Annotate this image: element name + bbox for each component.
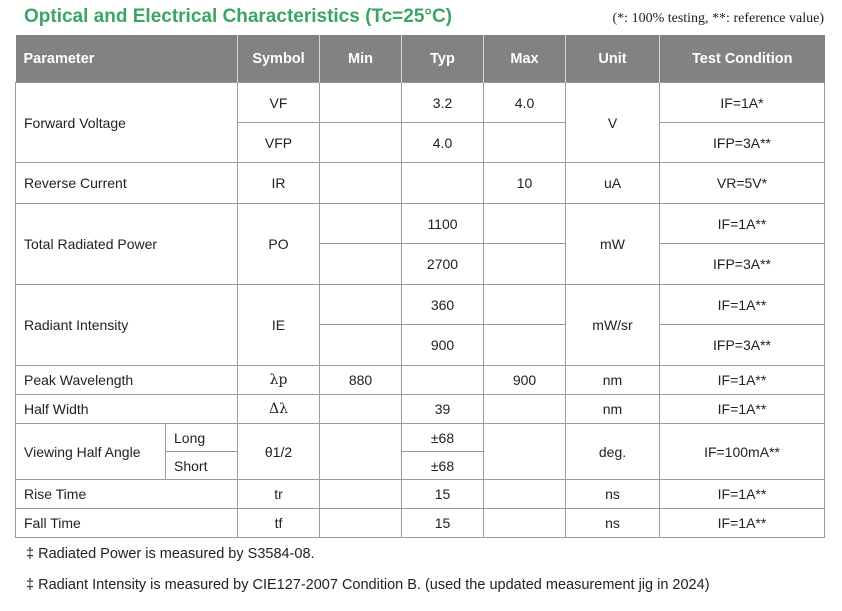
- characteristics-table: [15, 35, 825, 538]
- max-cell: [484, 244, 566, 285]
- min-cell: [320, 285, 402, 325]
- typ-cell: ±68: [402, 424, 484, 452]
- param-rise-time: Rise Time: [16, 480, 238, 509]
- typ-cell: 4.0: [402, 123, 484, 163]
- unit-cell: deg.: [566, 424, 660, 480]
- symbol-cell: Δλ: [238, 395, 320, 424]
- unit-cell: uA: [566, 163, 660, 204]
- symbol-cell: IR: [238, 163, 320, 204]
- table-row: [16, 424, 825, 452]
- param-peak-wavelength: Peak Wavelength: [16, 366, 238, 395]
- table-row: [16, 366, 825, 395]
- condition-cell: IF=1A*: [660, 83, 825, 123]
- header-max: Max: [484, 35, 566, 83]
- symbol-cell: PO: [238, 204, 320, 285]
- condition-cell: IF=1A**: [660, 366, 825, 395]
- sub-param-short: Short: [166, 452, 238, 480]
- unit-cell: ns: [566, 480, 660, 509]
- max-cell: [484, 285, 566, 325]
- max-cell: 10: [484, 163, 566, 204]
- min-cell: [320, 325, 402, 366]
- unit-cell: ns: [566, 509, 660, 538]
- param-total-radiated-power: Total Radiated Power: [16, 204, 238, 285]
- typ-cell: [402, 163, 484, 204]
- table-row: [16, 204, 825, 244]
- header-min: Min: [320, 35, 402, 83]
- header-symbol: Symbol: [238, 35, 320, 83]
- footnote-radiated-power: ‡ Radiated Power is measured by S3584-08.: [26, 546, 315, 562]
- param-forward-voltage: Forward Voltage: [16, 83, 238, 163]
- unit-cell: nm: [566, 366, 660, 395]
- header-parameter: Parameter: [16, 35, 238, 83]
- symbol-cell: VF: [238, 83, 320, 123]
- condition-cell: IF=1A**: [660, 480, 825, 509]
- table-row: [16, 83, 825, 123]
- typ-cell: 2700: [402, 244, 484, 285]
- min-cell: [320, 480, 402, 509]
- symbol-cell: tr: [238, 480, 320, 509]
- unit-cell: V: [566, 83, 660, 163]
- condition-cell: IFP=3A**: [660, 123, 825, 163]
- max-cell: 4.0: [484, 83, 566, 123]
- min-cell: [320, 395, 402, 424]
- typ-cell: 15: [402, 509, 484, 538]
- typ-cell: 39: [402, 395, 484, 424]
- unit-cell: nm: [566, 395, 660, 424]
- typ-cell: ±68: [402, 452, 484, 480]
- sub-param-long: Long: [166, 424, 238, 452]
- min-cell: [320, 163, 402, 204]
- typ-cell: 3.2: [402, 83, 484, 123]
- param-viewing-half-angle: Viewing Half Angle: [16, 424, 166, 480]
- max-cell: [484, 509, 566, 538]
- table-row: [16, 395, 825, 424]
- max-cell: [484, 123, 566, 163]
- max-cell: [484, 325, 566, 366]
- min-cell: [320, 123, 402, 163]
- param-fall-time: Fall Time: [16, 509, 238, 538]
- table-row: [16, 509, 825, 538]
- min-cell: 880: [320, 366, 402, 395]
- param-radiant-intensity: Radiant Intensity: [16, 285, 238, 366]
- param-half-width: Half Width: [16, 395, 238, 424]
- max-cell: [484, 424, 566, 480]
- testing-legend-note: (*: 100% testing, **: reference value): [612, 11, 824, 26]
- param-reverse-current: Reverse Current: [16, 163, 238, 204]
- page-title: Optical and Electrical Characteristics (Tc=25°C): [24, 6, 453, 27]
- min-cell: [320, 83, 402, 123]
- unit-cell: mW: [566, 204, 660, 285]
- min-cell: [320, 509, 402, 538]
- condition-cell: IF=1A**: [660, 285, 825, 325]
- max-cell: [484, 395, 566, 424]
- typ-cell: 1100: [402, 204, 484, 244]
- symbol-cell: IE: [238, 285, 320, 366]
- max-cell: [484, 480, 566, 509]
- footnote-radiant-intensity: ‡ Radiant Intensity is measured by CIE127-2007 Condition B. (used the updated measurement jig in 2024): [26, 577, 710, 593]
- symbol-cell: λp: [238, 366, 320, 395]
- condition-cell: IF=1A**: [660, 395, 825, 424]
- symbol-cell: θ1/2: [238, 424, 320, 480]
- typ-cell: 900: [402, 325, 484, 366]
- unit-cell: mW/sr: [566, 285, 660, 366]
- condition-cell: IF=100mA**: [660, 424, 825, 480]
- table-row: [16, 480, 825, 509]
- condition-cell: IFP=3A**: [660, 325, 825, 366]
- typ-cell: 15: [402, 480, 484, 509]
- typ-cell: [402, 366, 484, 395]
- condition-cell: IFP=3A**: [660, 244, 825, 285]
- min-cell: [320, 204, 402, 244]
- table-row: [16, 163, 825, 204]
- max-cell: 900: [484, 366, 566, 395]
- table-header-row: [16, 35, 825, 83]
- condition-cell: VR=5V*: [660, 163, 825, 204]
- header-test-condition: Test Condition: [660, 35, 825, 83]
- table-row: [16, 285, 825, 325]
- symbol-cell: VFP: [238, 123, 320, 163]
- typ-cell: 360: [402, 285, 484, 325]
- symbol-cell: tf: [238, 509, 320, 538]
- condition-cell: IF=1A**: [660, 204, 825, 244]
- min-cell: [320, 244, 402, 285]
- min-cell: [320, 424, 402, 480]
- header-typ: Typ: [402, 35, 484, 83]
- header-unit: Unit: [566, 35, 660, 83]
- max-cell: [484, 204, 566, 244]
- condition-cell: IF=1A**: [660, 509, 825, 538]
